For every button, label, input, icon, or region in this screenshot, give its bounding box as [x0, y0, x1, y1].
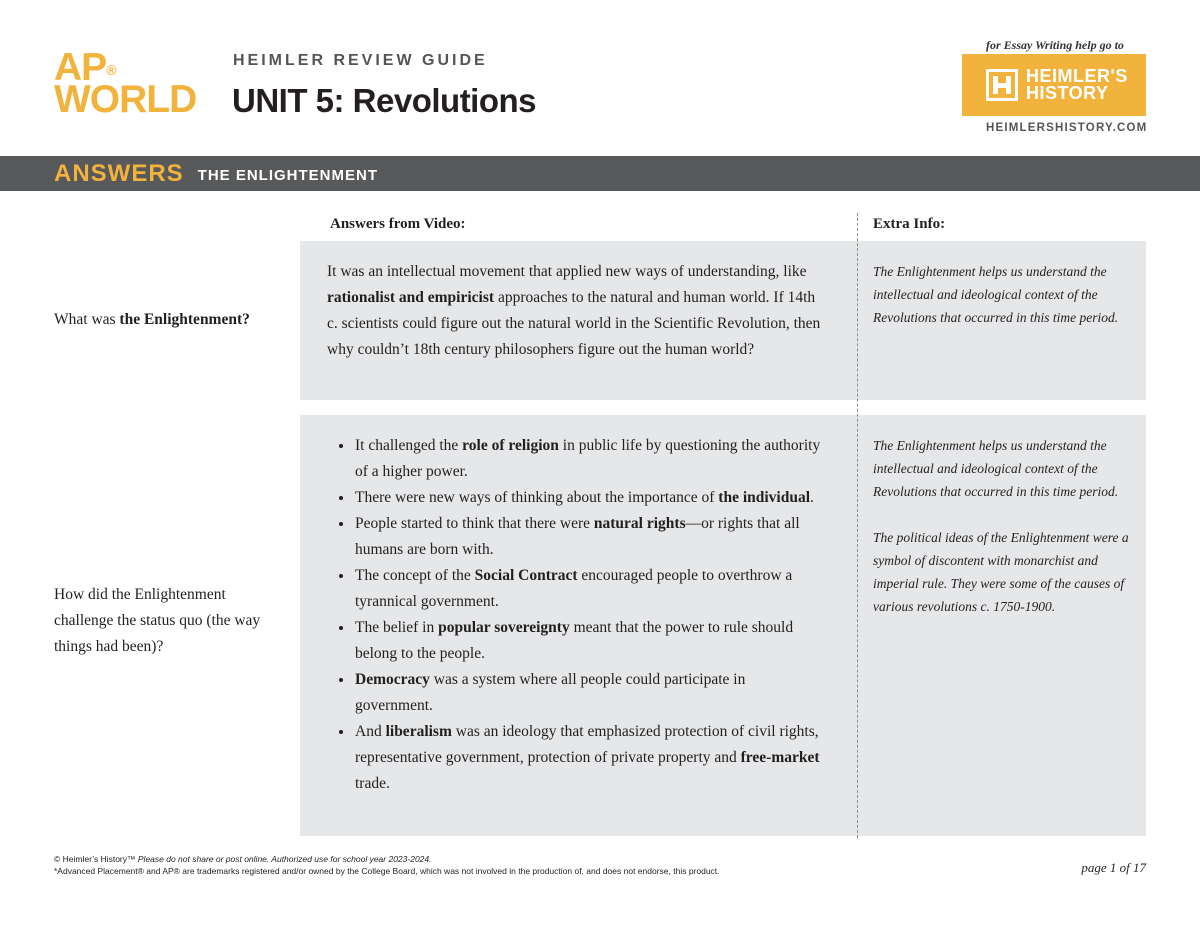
bullet-text: . — [810, 489, 814, 506]
footer-copyright: © Heimler’s History™ — [54, 854, 138, 864]
extra-info-1 — [873, 260, 1135, 352]
question-1-text: What was — [54, 311, 120, 328]
bullet-text: in public life by questioning the authority of a higher power. — [355, 437, 821, 480]
bullet-text: encouraged people to overthrow a tyrannical government. — [355, 567, 793, 610]
bullet-bold: Social Contract — [474, 567, 578, 584]
column-header-extra: Extra Info: — [873, 216, 946, 232]
footer-notice: Please do not share or post online. Authorized use for school year 2023-2024. — [137, 854, 432, 864]
bullet-bold: Democracy — [355, 671, 430, 688]
logo-registered-mark: ® — [106, 62, 116, 78]
bullet-bold: free-market — [740, 749, 820, 766]
bullet-text: People started to think that there were — [355, 515, 594, 532]
bullet-text: was an ideology that emphasized protection of civil rights, representative government, protection of private property and — [355, 723, 819, 766]
promo-text: for Essay Writing help go to — [986, 38, 1124, 52]
extra-info-2-paragraph-2: The political ideas of the Enlightenment were a symbol of discontent with monarchist and imperial rule. They were some of the causes of various revolutions c. 1750-1900. — [873, 530, 1129, 614]
question-2: How did the Enlightenment challenge the status quo (the way things had been)? — [54, 586, 261, 655]
extra-info-2-paragraph-1: The Enlightenment helps us understand the intellectual and ideological context of the Revolutions that occurred in this time period. — [873, 438, 1119, 499]
band-answers-label: ANSWERS — [54, 159, 184, 187]
brand-name: HEIMLER'S HISTORY — [1026, 66, 1128, 103]
column-header-answers: Answers from Video: — [330, 216, 466, 232]
bullet-text: trade. — [355, 775, 390, 792]
heimlers-history-logo-link[interactable] — [962, 54, 1146, 116]
heimlers-history-mark-icon — [986, 69, 1018, 101]
bullet-text: —or rights that all humans are born with. — [355, 515, 800, 558]
bullet-text: The belief in — [355, 619, 439, 636]
band-topic: THE ENLIGHTENMENT — [197, 167, 379, 184]
logo-world-text: WORLD — [54, 78, 197, 121]
bullet-bold: role of religion — [462, 437, 559, 454]
list-item — [327, 667, 827, 719]
answer-1-bold: rationalist and empiricist — [327, 289, 495, 306]
answer-1-text-b: approaches to the natural and human world. If 14th c. scientists could figure out the natural world in the Scientific Revolution, then why couldn’t 18th century philosophers figure out the human world? — [327, 289, 821, 358]
list-item — [327, 563, 827, 615]
bullet-text: was a system where all people could participate in government. — [355, 671, 746, 714]
bullet-text: meant that the power to rule should belong to the people. — [355, 619, 794, 662]
extra-info-2 — [873, 434, 1135, 641]
bullet-text: There were new ways of thinking about the importance of — [355, 489, 719, 506]
bullet-text: And — [355, 723, 386, 740]
question-1 — [54, 307, 264, 333]
footer-line-2: *Advanced Placement® and AP® are trademarks registered and/or owned by the College Board, which was not involved in the production of, and does not endorse, this product. — [54, 866, 720, 876]
brand-url-link[interactable]: HEIMLERSHISTORY.COM — [986, 122, 1148, 134]
answer-1 — [327, 259, 827, 363]
answer-2-list — [327, 433, 827, 797]
list-item — [327, 485, 827, 511]
guide-subtitle: HEIMLER REVIEW GUIDE — [233, 52, 488, 69]
bullet-text: It challenged the — [355, 437, 463, 454]
list-item — [327, 615, 827, 667]
footer — [54, 853, 720, 877]
list-item — [327, 511, 827, 563]
bullet-bold: popular sovereignty — [438, 619, 570, 636]
question-1-bold: the Enlightenment? — [119, 311, 250, 328]
page-number: page 1 of 17 — [1081, 860, 1146, 875]
answer-1-text-a: It was an intellectual movement that applied new ways of understanding, like — [327, 263, 807, 280]
footer-line-1 — [54, 853, 720, 865]
column-divider — [857, 213, 858, 838]
section-band — [0, 156, 1200, 191]
page-title: UNIT 5: Revolutions — [232, 82, 537, 119]
logo-ap-text: AP — [54, 46, 107, 89]
ap-world-logo — [54, 46, 197, 121]
bullet-bold: natural rights — [593, 515, 686, 532]
extra-info-1-paragraph: The Enlightenment helps us understand the intellectual and ideological context of the Revolutions that occurred in this time period. — [873, 264, 1119, 325]
list-item — [327, 719, 827, 797]
list-item — [327, 433, 827, 485]
bullet-text: The concept of the — [355, 567, 475, 584]
answer-2 — [327, 433, 827, 797]
bullet-bold: the individual — [718, 489, 811, 506]
bullet-bold: liberalism — [385, 723, 452, 740]
